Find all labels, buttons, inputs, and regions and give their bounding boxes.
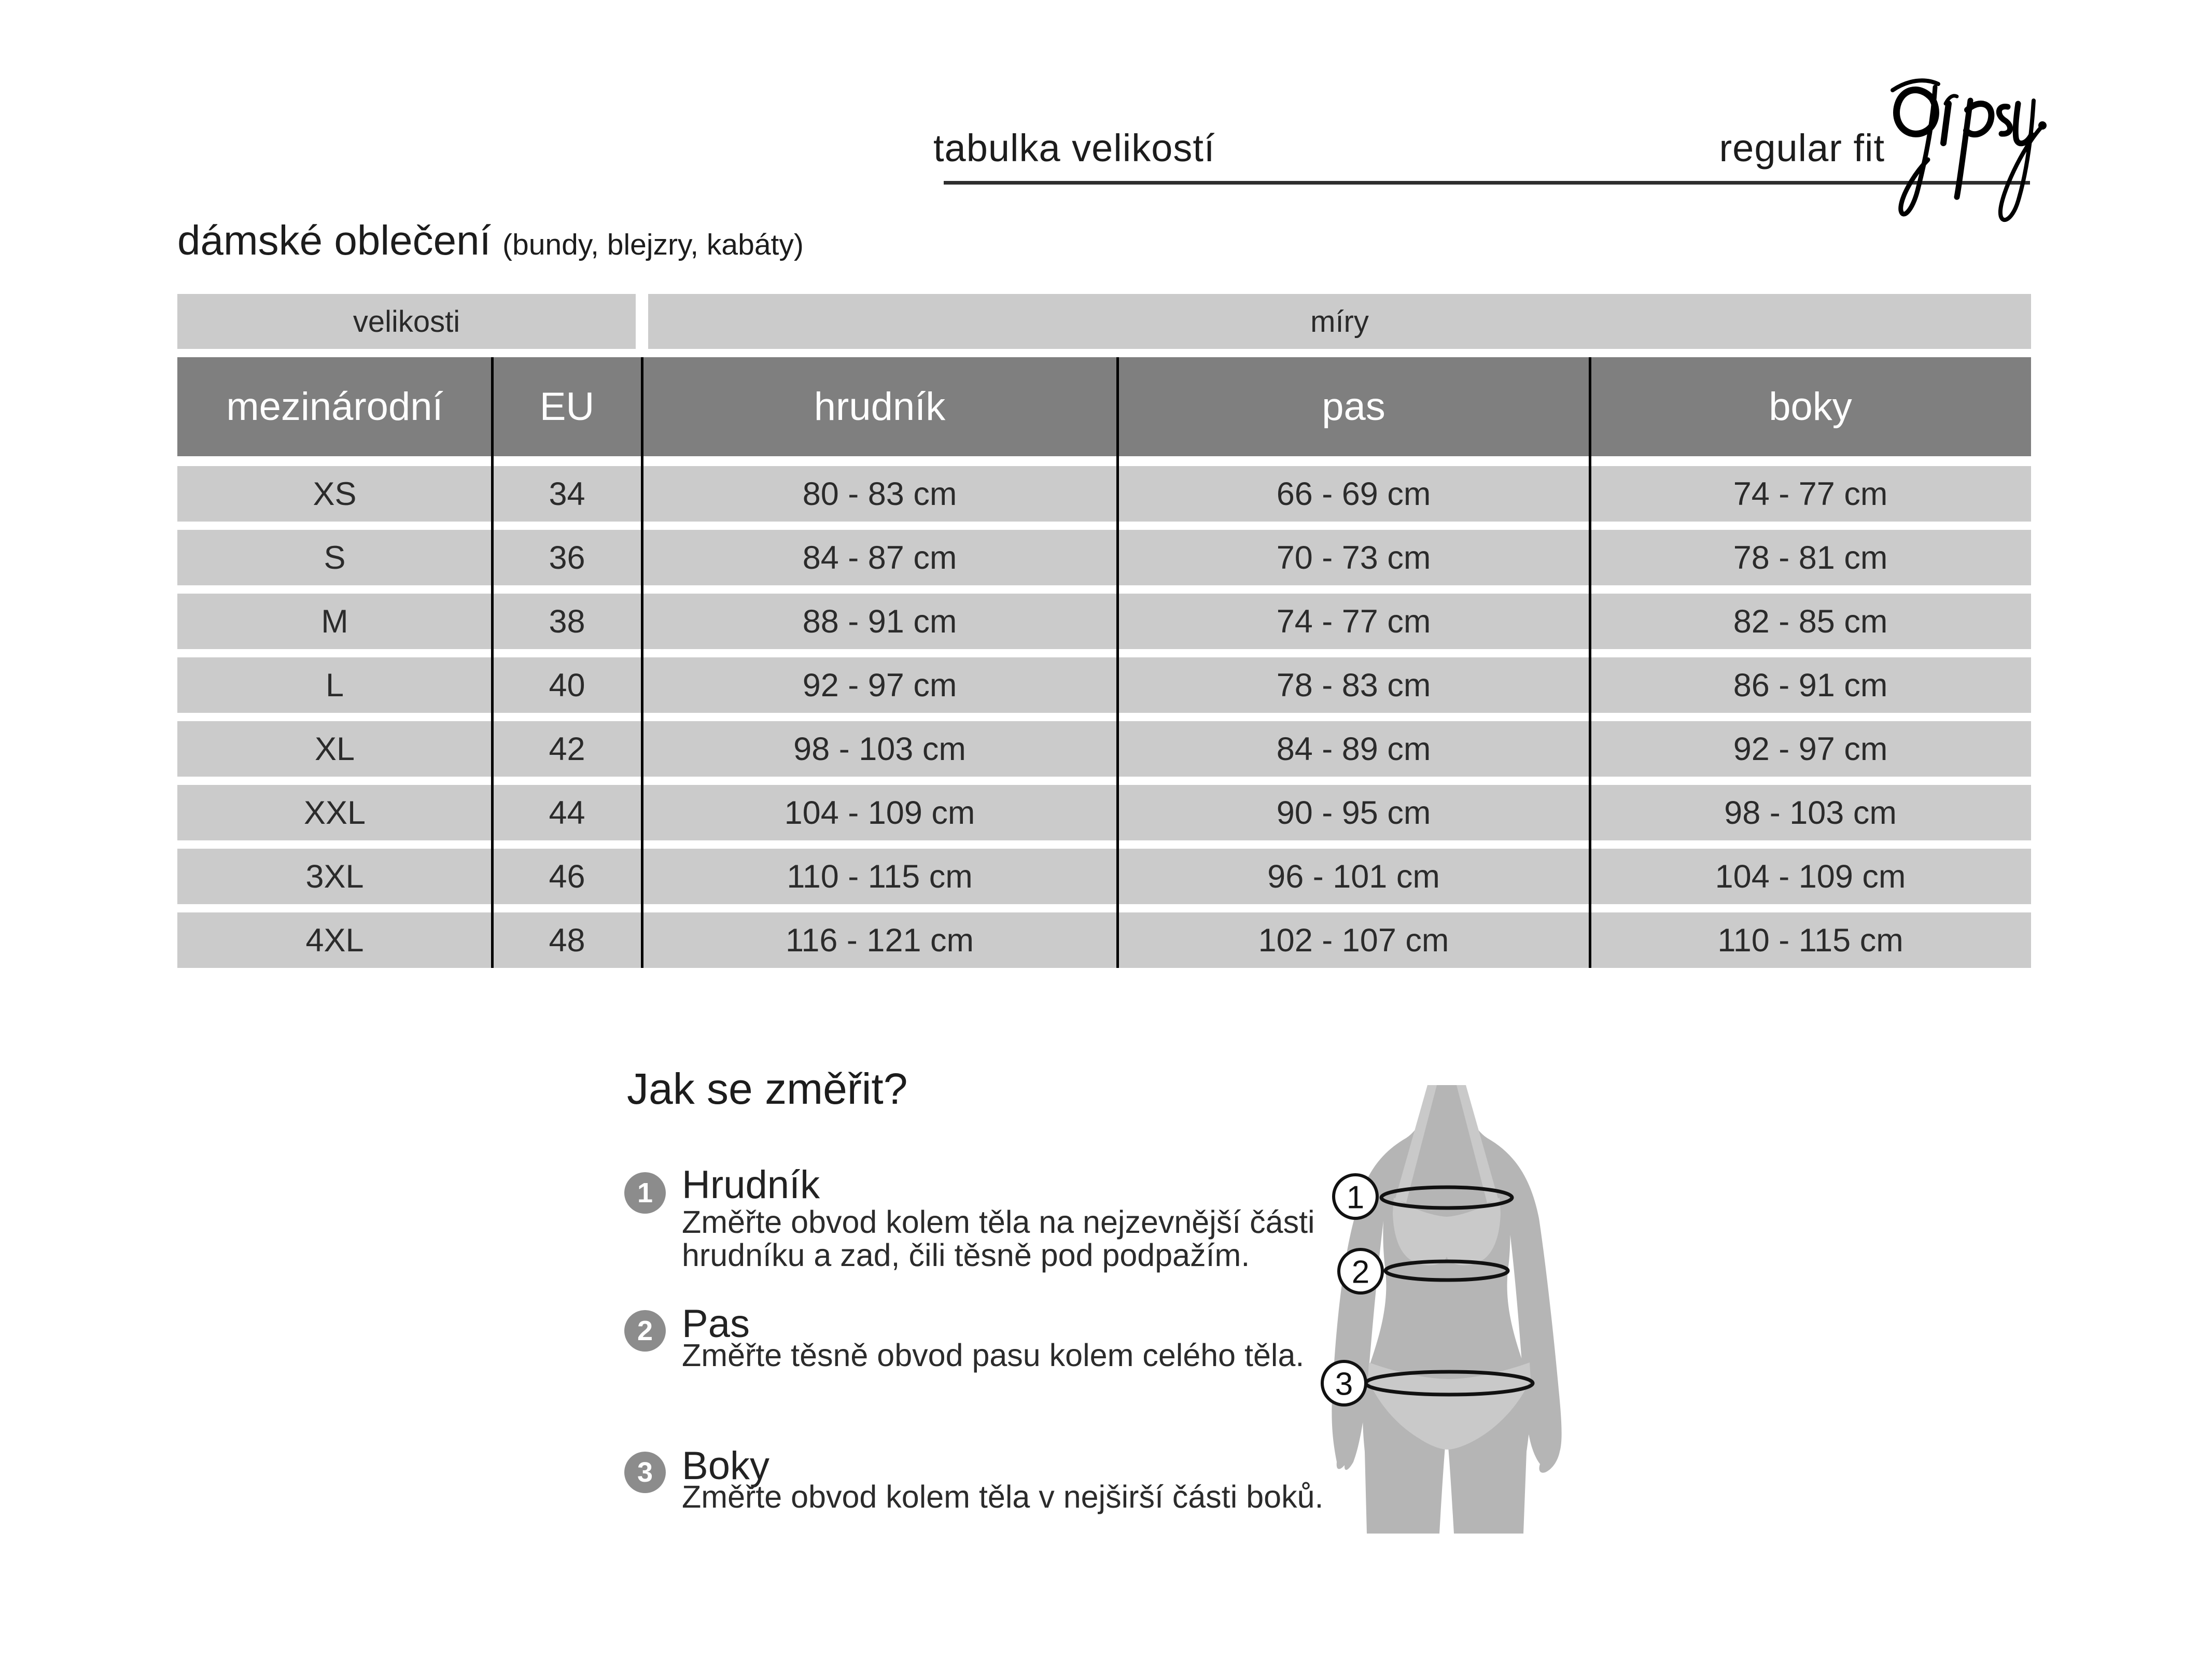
- cell-international: XS: [313, 475, 357, 512]
- cell-eu: 40: [549, 667, 585, 704]
- column-header-international: mezinárodní: [226, 385, 443, 429]
- cell-chest: 104 - 109 cm: [784, 794, 975, 831]
- table-row: [177, 530, 2031, 585]
- cell-chest: 92 - 97 cm: [802, 667, 957, 704]
- cell-chest: 80 - 83 cm: [802, 475, 957, 512]
- table-header-row: [177, 357, 2031, 456]
- table-row: [177, 785, 2031, 840]
- table-divider-line: [1589, 357, 1591, 968]
- cell-waist: 90 - 95 cm: [1276, 794, 1431, 831]
- table-row: [177, 466, 2031, 522]
- document-title-main: dámské oblečení: [177, 217, 491, 263]
- fit-label: regular fit: [1719, 126, 1885, 170]
- table-divider-line: [641, 357, 643, 968]
- cell-waist: 74 - 77 cm: [1276, 603, 1431, 640]
- step-2-description-line: Změřte těsně obvod pasu kolem celého těla.: [682, 1338, 1305, 1373]
- cell-waist: 78 - 83 cm: [1276, 667, 1431, 704]
- cell-international: XL: [314, 730, 355, 767]
- cell-eu: 46: [549, 858, 585, 895]
- howto-heading: Jak se změřit?: [627, 1064, 908, 1113]
- cell-international: 4XL: [305, 922, 364, 959]
- table-row: [177, 594, 2031, 649]
- document-title-sub: (bundy, blejzry, kabáty): [502, 228, 804, 261]
- table-row: [177, 849, 2031, 904]
- cell-eu: 38: [549, 603, 585, 640]
- cell-eu: 34: [549, 475, 585, 512]
- step-3-badge: 3: [624, 1452, 666, 1493]
- cell-hips: 98 - 103 cm: [1724, 794, 1897, 831]
- cell-waist: 84 - 89 cm: [1276, 730, 1431, 767]
- cell-waist: 66 - 69 cm: [1276, 475, 1431, 512]
- cell-international: M: [321, 603, 348, 640]
- table-divider-line: [1116, 357, 1119, 968]
- cell-eu: 44: [549, 794, 585, 831]
- gipsy-logo-icon: [1887, 77, 2048, 240]
- cell-hips: 82 - 85 cm: [1733, 603, 1888, 640]
- cell-international: 3XL: [305, 858, 364, 895]
- column-header-chest: hrudník: [814, 385, 946, 429]
- cell-waist: 70 - 73 cm: [1276, 539, 1431, 576]
- cell-chest: 110 - 115 cm: [787, 858, 973, 895]
- document-title: [177, 217, 804, 264]
- cell-eu: 48: [549, 922, 585, 959]
- marker-1-number: 1: [1346, 1179, 1365, 1216]
- cell-waist: 96 - 101 cm: [1267, 858, 1440, 895]
- cell-chest: 88 - 91 cm: [802, 603, 957, 640]
- step-1-description-line: Změřte obvod kolem těla na nejzevnější části: [682, 1204, 1315, 1240]
- cell-international: S: [324, 539, 346, 576]
- step-2-badge: 2: [624, 1310, 666, 1352]
- cell-hips: 92 - 97 cm: [1733, 730, 1888, 767]
- cell-international: L: [325, 667, 344, 704]
- step-3-description: [682, 1479, 1324, 1514]
- cell-waist: 102 - 107 cm: [1258, 922, 1449, 959]
- cell-hips: 104 - 109 cm: [1715, 858, 1906, 895]
- step-3-description-line: Změřte obvod kolem těla v nejširší části boků.: [682, 1479, 1324, 1514]
- body-silhouette: [1332, 1085, 1561, 1534]
- step-2-label: Pas: [682, 1302, 750, 1346]
- step-3-label: Boky: [682, 1444, 769, 1488]
- cell-hips: 78 - 81 cm: [1733, 539, 1888, 576]
- step-1-description-line: hrudníku a zad, čili těsně pod podpažím.: [682, 1238, 1250, 1273]
- header-rule: [944, 181, 2030, 185]
- page-header-title: tabulka velikostí: [933, 126, 1215, 170]
- table-row: [177, 657, 2031, 713]
- body-measurement-diagram: [1307, 1078, 1587, 1540]
- cell-international: XXL: [303, 794, 366, 831]
- step-1-label: Hrudník: [682, 1163, 820, 1207]
- step-1-description: [682, 1204, 1315, 1273]
- column-header-waist: pas: [1322, 385, 1385, 429]
- marker-2-number: 2: [1351, 1254, 1370, 1290]
- cell-hips: 110 - 115 cm: [1717, 922, 1903, 959]
- step-2-description: [682, 1339, 1304, 1372]
- cell-eu: 36: [549, 539, 585, 576]
- cell-chest: 116 - 121 cm: [785, 922, 974, 959]
- cell-chest: 98 - 103 cm: [793, 730, 966, 767]
- cell-eu: 42: [549, 730, 585, 767]
- step-1-badge: 1: [624, 1172, 666, 1214]
- marker-3-number: 3: [1335, 1366, 1353, 1402]
- table-row: [177, 912, 2031, 968]
- cell-hips: 74 - 77 cm: [1733, 475, 1888, 512]
- table-row: [177, 721, 2031, 777]
- cell-hips: 86 - 91 cm: [1733, 667, 1888, 704]
- group-header-sizes: velikosti: [177, 294, 636, 349]
- cell-chest: 84 - 87 cm: [802, 539, 957, 576]
- group-header-measures: míry: [648, 294, 2031, 349]
- table-divider-line: [491, 357, 494, 968]
- column-header-eu: EU: [539, 385, 595, 429]
- column-header-hips: boky: [1769, 385, 1852, 429]
